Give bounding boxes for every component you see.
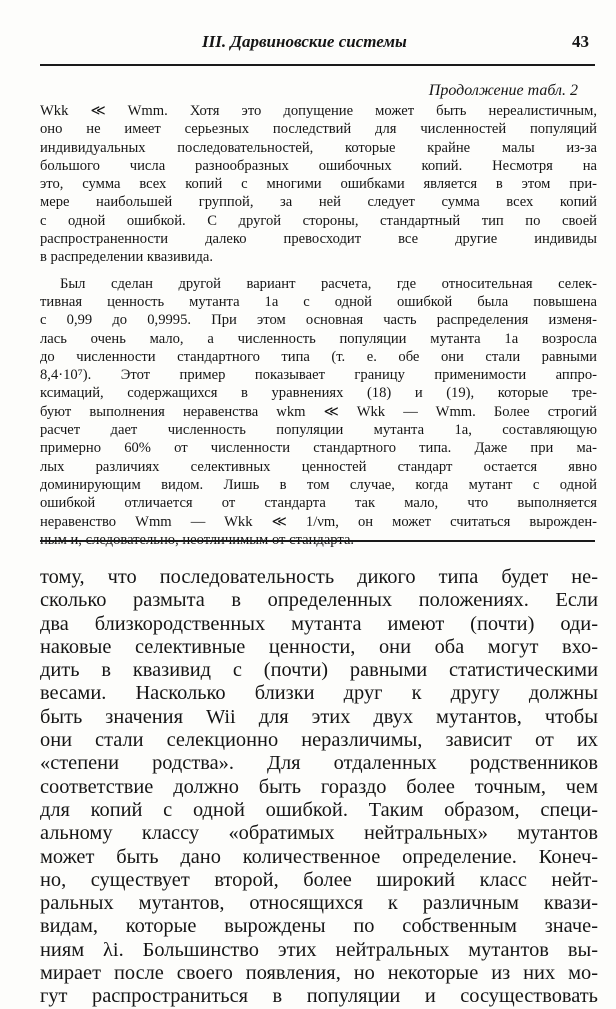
text-line: расчет дает численность популяции мутанта 1а, составляющую bbox=[40, 422, 597, 439]
running-head bbox=[40, 28, 595, 62]
text-line: тивная ценность мутанта 1а с одной ошибкой была повышена bbox=[40, 293, 597, 310]
text-line: видам, которые вырождены по собственным значе- bbox=[40, 915, 598, 938]
table-continuation-label: Продолжение табл. 2 bbox=[428, 82, 578, 99]
text-line: может быть дано количественное определение. Конеч- bbox=[40, 845, 598, 868]
note-paragraph-1 bbox=[40, 102, 597, 267]
text-line: ксимаций, содержащихся в уравнениях (18) и (19), которые тре- bbox=[40, 385, 597, 402]
page-number: 43 bbox=[572, 32, 589, 51]
header-rule bbox=[40, 64, 595, 66]
text-line: гут распространиться в популяции и сосуществовать bbox=[40, 985, 598, 1008]
text-line: большого числа разнообразных ошибочных копий. Несмотря на bbox=[40, 157, 597, 174]
text-line: индивидуальных последовательностей, которые крайне малы из-за bbox=[40, 139, 597, 156]
text-line: дить в квазивид с (почти) равными статистическими bbox=[40, 659, 598, 682]
text-line: лых различиях селективных ценностей стандарт остается явно bbox=[40, 458, 597, 475]
text-line: лась очень мало, а численность популяции мутанта 1а возросла bbox=[40, 330, 597, 347]
text-line: тому, что последовательность дикого типа будет не- bbox=[40, 566, 598, 588]
table-end-rule bbox=[40, 540, 595, 542]
text-line: «степени родства». Для отдаленных родственников bbox=[40, 752, 598, 775]
text-line: но, существует второй, более широкий класс нейт- bbox=[40, 868, 598, 891]
text-line: мере наибольшей группой, за ней следует сумма всех копий bbox=[40, 194, 597, 211]
main-text bbox=[40, 566, 598, 1009]
text-line: буют выполнения неравенства wkm ≪ Wkk — Wmm. Более строгий bbox=[40, 403, 597, 420]
note-paragraph-2 bbox=[40, 275, 597, 549]
text-line: ральных мутантов, относящихся к различным квази- bbox=[40, 892, 598, 915]
text-line: с 0,99 до 0,9995. При этом основная часть распределения изменя- bbox=[40, 312, 597, 329]
text-line: распространенности далеко превосходит все другие индивиды bbox=[40, 231, 597, 248]
text-line: альному классу «обратимых нейтральных» мутантов bbox=[40, 822, 598, 845]
text-line: Был сделан другой вариант расчета, где относительная селек- bbox=[60, 275, 597, 292]
text-line: два близкородственных мутанта имеют (почти) оди- bbox=[40, 612, 598, 635]
text-line: ным и, следовательно, неотличимым от стандарта. bbox=[40, 531, 355, 548]
table-note bbox=[40, 102, 597, 549]
text-line: весами. Насколько близки друг к другу должны bbox=[40, 682, 598, 705]
text-line: ошибкой отличается от стандарта так мало, что выполняется bbox=[40, 495, 597, 512]
text-line: с одной ошибкой. С другой стороны, стандартный тип по своей bbox=[40, 212, 597, 229]
chapter-title: III. Дарвиновские системы bbox=[202, 32, 407, 51]
text-line: примерно 60% от численности стандартного типа. Даже при ма- bbox=[40, 440, 597, 457]
text-line: мирает после своего появления, но некоторые из них мо- bbox=[40, 962, 598, 985]
text-line: наковые селективные ценности, они оба могут вхо- bbox=[40, 635, 598, 658]
text-line: в распределении квазивида. bbox=[40, 249, 214, 266]
text-line: для копий с одной ошибкой. Таким образом, специ- bbox=[40, 798, 598, 821]
text-line: 8,4·10⁷). Этот пример показывает границу применимости аппро- bbox=[40, 367, 597, 384]
text-line: быть значения Wii для этих двух мутантов, чтобы bbox=[40, 705, 598, 728]
text-line: соответствие должно быть гораздо более точным, чем bbox=[40, 775, 598, 798]
text-line: они стали селекционно неразличимы, зависит от их bbox=[40, 729, 598, 752]
text-line: это, сумма всех копий с многими ошибками является в этом при- bbox=[40, 176, 597, 193]
text-line: до численности стандартного типа (т. е. обе они стали равными bbox=[40, 348, 597, 365]
text-line: оно не имеет серьезных последствий для численностей популяций bbox=[40, 121, 597, 138]
body-paragraph bbox=[40, 566, 598, 1009]
text-line: Wkk ≪ Wmm. Хотя это допущение может быть нереалистичным, bbox=[40, 103, 597, 119]
text-line: сколько размыта в определенных положениях. Если bbox=[40, 589, 598, 612]
text-line: неравенство Wmm — Wkk ≪ 1/νm, он может считаться вырожден- bbox=[40, 513, 597, 530]
text-line: доминирующим видом. Лишь в том случае, когда мутант с одной bbox=[40, 476, 597, 493]
text-line: ниям λi. Большинство этих нейтральных мутантов вы- bbox=[40, 938, 598, 961]
